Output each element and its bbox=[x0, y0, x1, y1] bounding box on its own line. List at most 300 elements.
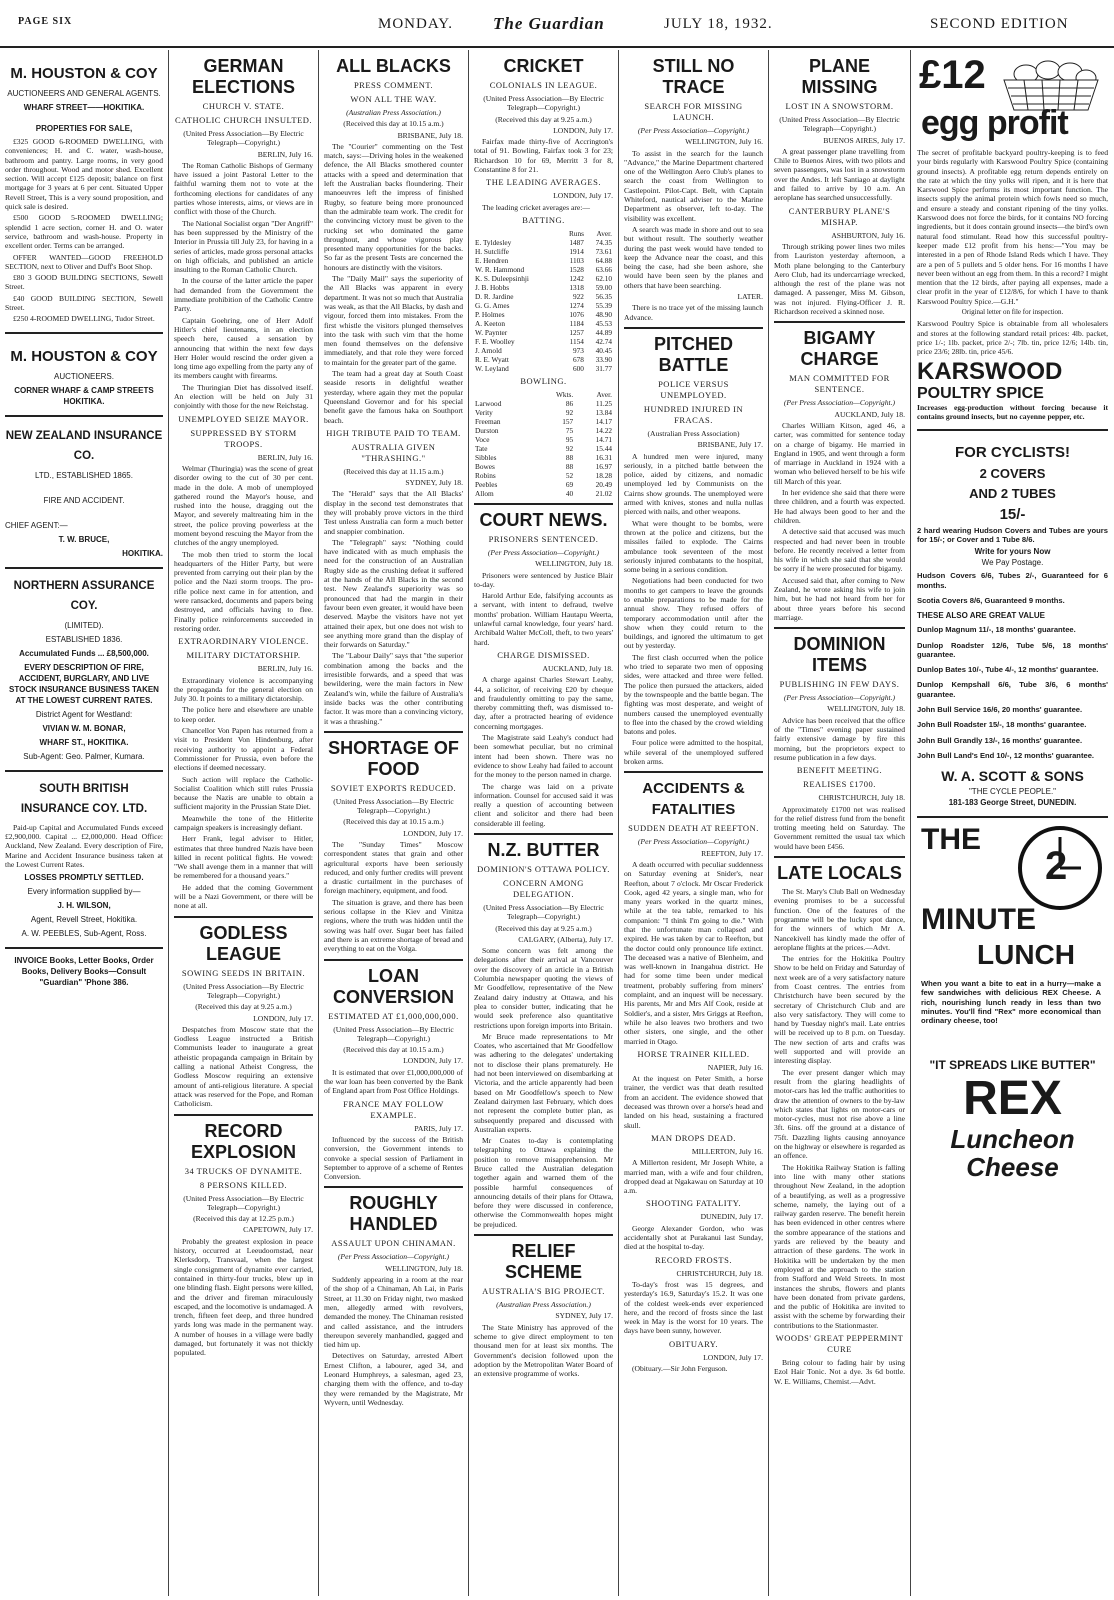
table-cell: K. S. Duleepsinhji bbox=[475, 273, 529, 283]
rex-product-line: Cheese bbox=[966, 1152, 1059, 1183]
page-number: PAGE SIX bbox=[18, 16, 73, 27]
paragraph: The St. Mary's Club Ball on Wednesday evening promises to be a successful function. One of the features of the programme will be the lucky spot dance, for the winners of which Mr A. Nancekivell has kindly made the offer of aeroplane flights at the prices.—Advt. bbox=[774, 887, 905, 952]
egg-ad-note: Original letter on file for inspection. bbox=[961, 308, 1064, 317]
subheading: SUDDEN DEATH AT REEFTON. bbox=[628, 823, 759, 834]
rex-ad-body: When you want a bite to eat in a hurry—make a few sandwiches with delicious REX Cheese. A rich, nourishing lunch ready in less than two minutes. You'll find "Rex" more economical than ordinary cheese, too! bbox=[921, 979, 1101, 1026]
cyclist-ad-title: FOR CYCLISTS! bbox=[955, 444, 1070, 462]
table-cell: F. E. Woolley bbox=[475, 336, 515, 346]
table-cell: Robins bbox=[475, 470, 496, 480]
table-cell: 16.97 bbox=[595, 461, 612, 471]
table-cell: 52 bbox=[565, 470, 574, 480]
paragraph: Four police were admitted to the hospital, while several of the unemployed suffered broken arms. bbox=[624, 738, 763, 767]
paragraph: A death occurred with peculiar suddenness on Saturday evening at Snider's, near Reefton, about 7 o'clock. Mr Oscar Frederick Cook, aged 42 years, a single man, who for many years worked in the quartz mines, while at the tea table, remarked to his companion: "I think I'm going to die." With that the unfortunate man collapsed and expired. He was taken by car to Reefton, but the doctor could only pronounce life extinct. The deceased was a native of Blenheim, and was well-known in Inangahua district. He had for some time been under medical treatment, probably suffering from miners' complaint, and an inquest will be necessary. His parents, Mr and Mrs Alf Cook, reside at Soldier's, and a sister, Mrs Griggs at Reefton, while he also leaves two brothers and two other sisters, one single, and the other married in Otago. bbox=[624, 859, 763, 1046]
table-cell: 14.71 bbox=[595, 434, 612, 444]
subheading: SHOOTING FATALITY. bbox=[646, 1198, 741, 1209]
subheading: UNEMPLOYED SEIZE MAYOR. bbox=[178, 413, 309, 424]
scott-address: 181-183 George Street, DUNEDIN. bbox=[948, 798, 1077, 808]
dateline: LONDON, July 17. bbox=[553, 191, 613, 201]
column-plane-missing bbox=[769, 48, 910, 1596]
subheading: SOVIET EXPORTS REDUCED. bbox=[330, 782, 457, 793]
paragraph: (Obituary.—Sir John Ferguson. bbox=[632, 1363, 728, 1373]
egg-ad-body: The secret of profitable backyard poultry-keeping is to feed your birds regularly with Karswood Poultry Spice (containing ground insects). A profitable egg return depends entirely on the rate at which the tiny yolks will ripen, and it is here that Karswood Spice performs its most important function. The insects supply the animal protein which fowls need so much, and ensure a steady and constant ripening of the tiny yolks. Karswood does not force the birds, for it contains NO forcing ingredients, but it does contain ground insects—the bird's own natural food stimulant. Read how this successful poultry-keeper made £12 profit from his hens:—"You may be interested in a pen of Rhode Island Reds which I have. They are a pen of 5 pullets and 5 older hens. For 16 months I have never been without an egg from them. In this a record? I might mention that the 12 birds, after paying all expenses, made a clear profit in the year of £12/8/6, for which I have to thank Karswood Poultry Spice.—G.H." bbox=[917, 148, 1108, 306]
table-row bbox=[474, 319, 613, 328]
scott-sub: "THE CYCLE PEOPLE." bbox=[968, 787, 1057, 797]
paragraph: The situation is grave, and there has been serious collapse in the Kiev and Vinitza regions, where the truth was hidden until the sowing was half over. Sugar beet has failed and there is an extreme shortage of bread and everything to eat on the Volga. bbox=[324, 897, 463, 954]
egg-profit-title: egg profit bbox=[921, 104, 1068, 142]
dateline: BRISBANE, July 18. bbox=[397, 130, 463, 140]
subheading: PUBLISHING IN FEW DAYS. bbox=[779, 679, 900, 690]
ad-address: WHARF STREET——HOKITIKA. bbox=[23, 103, 145, 112]
table-cell: Bowes bbox=[475, 461, 495, 471]
column-german-elections bbox=[169, 48, 318, 1596]
received-time: (Received this day at 12.25 p.m.) bbox=[193, 1214, 294, 1224]
table-cell: 15.44 bbox=[595, 443, 612, 453]
karswood-tagline: Increases egg-production without forcing because it contains ground insects, but no cayenne pepper, etc. bbox=[917, 402, 1108, 421]
paragraph: The "Telegraph" says: "Nothing could have indicated with as much emphasis the need for the construction of an Australian Rugby side as the crushing defeat it suffered at the hands of the All Blacks in the second test. New Zealand's superiority was so pronounced that had the margin in their favour been even greater, it would have been deserved. Maybe the visitors have not yet attained their apex, but one does not wish to see anything more grand than the display of their forwards on Saturday." bbox=[324, 537, 463, 650]
table-row bbox=[474, 310, 613, 319]
subheading: CANTERBURY PLANE'S MISHAP. bbox=[788, 205, 891, 227]
table-cell: 20.49 bbox=[595, 479, 612, 489]
paragraph: In the course of the latter article the paper had demanded from the Government the immediate prohibition of the Catholic Centre Party. bbox=[174, 276, 313, 314]
dateline: BUENOS AIRES, July 17. bbox=[823, 135, 905, 145]
cyclist-ad-line: AND 2 TUBES bbox=[969, 486, 1056, 502]
table-cell: 1528 bbox=[569, 264, 584, 274]
subheading: PRESS COMMENT. bbox=[353, 80, 434, 90]
rex-headline-line: LUNCH bbox=[977, 939, 1075, 971]
ad-line: FIRE AND ACCIDENT. bbox=[43, 495, 125, 505]
paragraph: Through striking power lines two miles from Lauriston yesterday afternoon, a Moth plane belonging to the Canterbury Aero Club, had its undercarriage wrecked, although the rest of the plane was not damaged. A passenger, Miss M. Gibson, was not injured. Flying-Officer J. R. Richardson received a skinned nose. bbox=[774, 241, 905, 317]
received-time: (Received this day at 9.25 a.m.) bbox=[195, 1002, 292, 1012]
table-cell: Voce bbox=[475, 434, 490, 444]
headline: LATE LOCALS bbox=[777, 863, 902, 884]
paragraph: The "Courier" commenting on the Test match, says:—Driving holes in the weakened defence, the All Blacks smothered counter attacks with a speed and determination that left the Australian backs floundering. Their manoeuvres left the impress of finished Rugby, so feature being more pronounced than the admirable team work. The credit for the convincing victory must be given to the rucking set who dominated the game throughout, and whose vigorous play presented many opportunities for the backs. So far as the present Tests are concerned the honours are distinctly with the visitors. bbox=[324, 141, 463, 272]
paragraph: To assist in the search for the launch "Advance," the Marine Department chartered one of the Wellington Aero Club's planes to search the coast from Wellington to Castlepoint. Pilot-Capt. Belt, with Captain Whiteford, nautical adviser to the Marine Department as observer, left to-day. The visibility was excellent. bbox=[624, 148, 763, 223]
paragraph: Suddenly appearing in a room at the rear of the shop of a Chinaman, Ah Lai, in Paris Street, at 11.30 on Friday night, two masked men, allegedly armed with revolvers, demanded the money. The Chinaman resisted and called assistance, and the intruders thereupon severely manhandled, gagged and tied him up. bbox=[324, 1275, 463, 1350]
table-cell: 11.25 bbox=[595, 398, 612, 408]
table-cell: 1274 bbox=[569, 300, 584, 310]
ad-line: T. W. BRUCE, bbox=[58, 534, 110, 544]
table-cell: P. Holmes bbox=[475, 309, 505, 319]
subheading: MAN COMMITTED FOR SENTENCE. bbox=[789, 373, 890, 395]
table-cell: 88 bbox=[565, 452, 574, 462]
ad-address: CORNER WHARF & CAMP STREETS HOKITIKA. bbox=[14, 385, 154, 406]
table-cell: W. Paynter bbox=[475, 327, 508, 337]
paragraph: Extraordinary violence is accompanying the propaganda for the general election on July 30. It points to a military dictatorship. bbox=[174, 675, 313, 704]
table-title: BOWLING. bbox=[520, 375, 567, 386]
dateline: CHRISTCHURCH, July 18. bbox=[818, 793, 905, 803]
paragraph: A search was made in shore and out to sea but without result. The southerly weather during the past week would have tended to keep the Advance near the coast, and this being the case, had she been ashore, she would have been seen by the planes and others that have been searching. bbox=[624, 224, 763, 290]
paragraph: Some concern was felt among the delegations after their arrival at Vancouver over the discovery of an article in a British Columbia newspaper quoting the views of Mr Goodfellow, representative of the New Zealand dairy industry at Ottawa, and his plea to consider butter, indicating that he would seek preference also quantitative restrictions upon foreign imports into Britain. bbox=[474, 946, 613, 1030]
table-cell: 1184 bbox=[569, 318, 584, 328]
headline: PITCHED BATTLE bbox=[653, 333, 733, 375]
paragraph: A detective said that accused was much respected and had never been in trouble before. He recently received a letter from his wife in which she said that she would be sorry if he were prosecuted for bigamy. bbox=[774, 527, 905, 574]
rex-headline-line: MINUTE bbox=[921, 903, 1036, 937]
edition-label: SECOND EDITION bbox=[930, 16, 1069, 32]
cyclist-ad-heading: THESE ALSO ARE GREAT VALUE bbox=[917, 611, 1046, 621]
table-row bbox=[474, 364, 613, 373]
subheading: POLICE VERSUS UNEMPLOYED. bbox=[658, 378, 729, 400]
batting-column-header: Aver. bbox=[596, 228, 612, 238]
cyclist-ad-line: Hudson Covers 6/6, Tubes 2/-, Guaranteed for 6 months. bbox=[917, 571, 1108, 590]
ad-line: Sub-Agent: Geo. Palmer, Kumara. bbox=[23, 751, 145, 761]
paragraph: The State Ministry has approved of the scheme to give direct employment to ten thousand men for at least six months. The Government's decision followed upon the adoption by the Metropolitan Water Board of an extensive programme of works. bbox=[474, 1322, 613, 1379]
paragraph: The Magistrate said Leahy's conduct had been somewhat peculiar, but no criminal intent had been shown. There was no evidence to show Leahy had failed to account for the money to the person named in charge. bbox=[474, 733, 613, 780]
table-cell: 1103 bbox=[569, 255, 584, 265]
subheading: CHARGE DISMISSED. bbox=[497, 649, 590, 660]
subheading: DOMINION'S OTTAWA POLICY. bbox=[477, 863, 610, 874]
dateline: LONDON, July 17. bbox=[253, 1013, 313, 1023]
paragraph: The "Herald" says that the All Blacks' display in the second test demonstrates that they will probably prove victors in the third Test unless Australia can form a much better and snappier combination. bbox=[324, 489, 463, 536]
table-cell: 18.28 bbox=[595, 470, 612, 480]
received-time: (Received this day at 9.25 a.m.) bbox=[495, 114, 592, 124]
table-cell: Verity bbox=[475, 407, 493, 417]
subheading: HUNDRED INJURED IN FRACAS. bbox=[643, 403, 744, 425]
table-cell: 56.35 bbox=[595, 291, 612, 301]
dateline: WELLINGTON, July 18. bbox=[535, 559, 613, 569]
paragraph: The Thuringian Diet has dissolved itself. An election will be held on July 31 conjointly with those for the new Reichstag. bbox=[174, 382, 313, 411]
ad-line: A. W. PEEBLES, Sub-Agent, Ross. bbox=[21, 929, 147, 939]
masthead-date: JULY 18, 1932. bbox=[664, 16, 773, 32]
paragraph: At the inquest on Peter Smith, a horse trainer, the verdict was that death resulted from an accident. The evidence showed that deceased was thrown over a horse's head and landed on his head, sustaining a fractured skull. bbox=[624, 1074, 763, 1130]
paragraph: Influenced by the success of the British conversion, the Government intends to convoke a special session of Parliament in September to approve of a scheme of Rentes Conversion. bbox=[324, 1134, 463, 1182]
ad-line: CHIEF AGENT:— bbox=[5, 520, 68, 530]
table-cell: 1318 bbox=[569, 282, 584, 292]
table-cell: 600 bbox=[573, 363, 584, 373]
property-listing: £250 4-ROOMED DWELLING, Tudor Street. bbox=[13, 314, 155, 324]
table-cell: R. E. Wyatt bbox=[475, 354, 509, 364]
masthead-day: MONDAY. bbox=[378, 16, 453, 32]
table-row bbox=[474, 426, 613, 435]
list-item: John Bull Service 16/6, 20 months' guarantee. bbox=[917, 704, 1083, 714]
headline: N.Z. BUTTER bbox=[487, 839, 600, 860]
table-cell: 55.39 bbox=[595, 300, 612, 310]
subheading: ESTIMATED AT £1,000,000,000. bbox=[328, 1010, 459, 1021]
paragraph: Advice has been received that the office of the "Times" evening paper sustained fairly extensive damage by fire this morning, but the proprietors expect to resume publication in a few days. bbox=[774, 715, 905, 762]
paragraph: Mr Coates to-day is contemplating telegraphing to Ottawa explaining the position to remove misapprehension. Mr Bruce called the Australian delegation together again and warned them of the possible harmful consequences of announcing details of their plans for Ottawa, before they were discussed in conference, otherwise the Commonwealth hopes might be prejudiced. bbox=[474, 1136, 613, 1229]
dateline: WELLINGTON, July 16. bbox=[685, 137, 763, 147]
subheading: FRANCE MAY FOLLOW EXAMPLE. bbox=[343, 1098, 444, 1120]
ad-line: Accumulated Funds ... £8,500,000. bbox=[19, 648, 149, 658]
dateline: BERLIN, July 16. bbox=[257, 664, 313, 674]
subheading: HIGH TRIBUTE PAID TO TEAM. bbox=[326, 427, 461, 438]
property-listing: £40 GOOD BUILDING SECTION, Sewell Street. bbox=[5, 293, 163, 313]
table-row bbox=[474, 399, 613, 408]
paragraph: He added that the coming Government will be a Nazi Government, or there will be none at all. bbox=[174, 882, 313, 911]
ad-subtitle: AUCTIONEERS AND GENERAL AGENTS. bbox=[7, 89, 161, 98]
paragraph: Harold Arthur Ede, falsifying accounts as a servant, with intent to defraud, twelve months' probation. William Hautapu Weerta, unlawful carnal knowledge, four years' hard. Archibald Walter McColl, theft, to two years' hard. bbox=[474, 591, 613, 647]
table-cell: 69 bbox=[565, 479, 574, 489]
wire-source: (United Press Association—By Electric Telegraph—Copyright.) bbox=[483, 94, 604, 113]
rex-slogan: "IT SPREADS LIKE BUTTER" bbox=[929, 1058, 1096, 1073]
rex-ad-header bbox=[917, 823, 1108, 1026]
subheading: PRISONERS SENTENCED. bbox=[488, 533, 599, 544]
paragraph: Probably the greatest explosion in peace history, occurred at Leeudoornstad, near Klerksdorp, Transvaal, when the largest single consignment of dynamite ever carried, contained in thirty-four trucks, blew up in one blinding flash. Eight persons were killed, and the driver and fireman miraculously escaped, and the locomotive is undamaged. A trench, fifteen feet deep, and three hundred yards long was made in the permanent way. A number of houses in a village were badly damaged, but fortunately it was not thickly populated. bbox=[174, 1236, 313, 1358]
paragraph: The ever present danger which may result from the glaring headlights of motor-cars has led the traffic authorities to draw the attention of owners to the by-law which states that lights on motor-cars or motor-cycles, must not rise above a line 3ft. 6ins. off the ground at a distance of 75ft. Dazzling lights causing annoyance on the highway or elsewhere is regarded as an offence. bbox=[774, 1067, 905, 1161]
table-cell: 1487 bbox=[569, 237, 584, 247]
paragraph: Mr Bruce made representations to Mr Coates, who ascertained that Mr Goodfellow was adhering to the delegates' undertaking not to disclose their plans prematurely. He had not been interviewed on disembarking at Victoria, and the article apparently had been based on Mr Goodfellow's speech to New Zealand dairymen last February, which does not represent the complete butter plan, as subsequently prepared and discussed with Australian experts. bbox=[474, 1031, 613, 1134]
dateline: NAPIER, July 16. bbox=[707, 1062, 763, 1072]
paragraph: Welmar (Thuringia) was the scene of great disorder owing to the cut of 30 per cent. made in the dole. A mob of unemployed gathered round the Mayor's house, and rushed into the house, dragging out the Mayor, and severely maltreating him in the street, the police proving powerless at the moment beyond rescuing the Mayor from the clutches of the angry unemployed. bbox=[174, 463, 313, 548]
paragraph: Chancellor Von Papen has returned from a visit to President Von Hindenburg, after receiving authority to appoint a Federal Commissioner for Prussia, even before the elections if deemed necessary. bbox=[174, 726, 313, 773]
table-cell: 45.53 bbox=[595, 318, 612, 328]
headline: GODLESS LEAGUE bbox=[199, 922, 288, 964]
batting-table bbox=[474, 229, 613, 373]
subheading: MAN DROPS DEAD. bbox=[651, 1132, 736, 1143]
list-item: Dunlop Magnum 11/-, 18 months' guarantee. bbox=[917, 625, 1076, 635]
paragraph: George Alexander Gordon, who was accidentally shot at Purakanui last Sunday, died at the hospital to-day. bbox=[624, 1223, 763, 1252]
subheading: WON ALL THE WAY. bbox=[350, 94, 437, 104]
ad-line: Every information supplied by— bbox=[27, 887, 141, 897]
received-time: (Received this day at 10.15 a.m.) bbox=[343, 119, 444, 129]
headline: LOAN CONVERSION bbox=[332, 965, 455, 1007]
subheading: SUPPRESSED BY STORM TROOPS. bbox=[190, 427, 297, 449]
table-cell: J. B. Hobbs bbox=[475, 282, 510, 292]
wire-source: (Australian Press Association) bbox=[647, 428, 740, 438]
table-cell: 16.31 bbox=[595, 452, 612, 462]
wire-source: (Per Press Association—Copyright.) bbox=[637, 126, 750, 135]
subheading: REALISES £1700. bbox=[803, 779, 876, 790]
wire-source: (Per Press Association—Copyright.) bbox=[337, 1252, 450, 1262]
paragraph: Prisoners were sentenced by Justice Blair to-day. bbox=[474, 570, 613, 589]
ad-line: WHARF ST., HOKITIKA. bbox=[39, 737, 129, 747]
subheading: EXTRAORDINARY VIOLENCE. bbox=[178, 636, 309, 647]
paragraph: To-day's frost was 15 degrees, and yesterday's 16.9, Saturday's 15.2. It was one of the coldest week-ends ever experienced here, and the record of frosts since the last week in May is the worst for 10 years. The days have been sunny, however. bbox=[624, 1279, 763, 1336]
property-listing: £500 GOOD 5-ROOMED DWELLING; splendid 1 acre section, corner H. and O. water service, bathroom and wash-house. Property in excellent order. Terms can be arranged. bbox=[5, 213, 163, 251]
table-cell: 33.90 bbox=[595, 354, 612, 364]
table-row bbox=[474, 256, 613, 265]
subheading: THE LEADING AVERAGES. bbox=[486, 177, 601, 188]
table-cell: 48.90 bbox=[595, 309, 612, 319]
wire-source: (United Press Association—By Electric Telegraph—Copyright.) bbox=[333, 796, 454, 816]
rex-headline-number: 2 bbox=[1045, 844, 1068, 889]
subheading: CHURCH V. STATE. bbox=[202, 101, 285, 111]
ad-line: ESTABLISHED 1836. bbox=[45, 634, 123, 644]
headline: RECORD EXPLOSION bbox=[190, 1120, 297, 1162]
table-cell: 1076 bbox=[569, 309, 584, 319]
wire-source: (Per Press Association—Copyright.) bbox=[487, 547, 600, 557]
wire-source: (United Press Association—By Electric Telegraph—Copyright.) bbox=[779, 115, 900, 134]
subheading: WOODS' GREAT PEPPERMINT CURE bbox=[775, 1332, 904, 1354]
dateline: BERLIN, July 16. bbox=[257, 149, 313, 159]
subheading: MILITARY DICTATORSHIP. bbox=[186, 650, 301, 661]
table-cell: 1914 bbox=[569, 246, 584, 256]
table-cell: 922 bbox=[573, 291, 584, 301]
received-time: (Received this day at 11.15 a.m.) bbox=[343, 466, 444, 476]
paragraph: Approximately £1700 net was realised for the relief distress fund from the benefit trotting meeting held on Saturday. The Government remitted the usual tax which would have been £456. bbox=[774, 804, 905, 851]
table-cell: 14.22 bbox=[595, 425, 612, 435]
subheading: SOWING SEEDS IN BRITAIN. bbox=[181, 967, 306, 978]
paragraph: Accused said that, after coming to New Zealand, he wrote asking his wife to join him, but he had not heard from her for about three years before his second marriage. bbox=[774, 575, 905, 622]
subheading: ASSAULT UPON CHINAMAN. bbox=[331, 1238, 456, 1249]
column-still-no-trace bbox=[619, 48, 768, 1596]
wire-source: (Per Press Association—Copyright.) bbox=[783, 693, 896, 703]
table-cell: 40 bbox=[565, 488, 574, 498]
dateline: LONDON, July 17. bbox=[403, 1056, 463, 1066]
column-cricket bbox=[469, 48, 618, 1596]
ad-title: SOUTH BRITISH INSURANCE COY. LTD. bbox=[20, 782, 148, 815]
table-row bbox=[474, 265, 613, 274]
subheading: CONCERN AMONG DELEGATION. bbox=[503, 877, 584, 899]
wire-source: (Per Press Association—Copyright.) bbox=[783, 398, 896, 408]
table-row bbox=[474, 346, 613, 355]
paragraph: Fairfax made thirty-five of Accrington's total of 91. Bowling, Fairfax took 3 for 23; Richardson 10 for 69, Merritt 3 for 8, Constantine 8 for 21. bbox=[474, 137, 613, 175]
paragraph: The Hokitika Railway Station is falling into line with many other stations throughout New Zealand, in the adoption of a beautifying, as well as a progressive scheme, namely, the laying out of a railway garden reserve. The benefit herein has been evidenced in other centres where the sombre appearance of the stations and yards are relieved by the beauty and attraction of these gardens. The work in Hokitika will be undertaken by the men employed at the approach to the station from Stafford and Weld Streets. In most instances the shrubs, flowers and plants have been donated from private gardens, and the public of Hokitika are invited to assist with the scheme by forwarding their contributions to the Stationmaster. bbox=[774, 1162, 905, 1330]
dateline: BRISBANE, July 17. bbox=[697, 440, 763, 450]
dateline: LATER. bbox=[737, 292, 763, 302]
table-row bbox=[474, 355, 613, 364]
dateline: AUCKLAND, July 18. bbox=[542, 663, 613, 673]
dateline: LONDON, July 17. bbox=[553, 125, 613, 135]
paragraph: The leading cricket averages are:— bbox=[482, 202, 590, 212]
dateline: WELLINGTON, July 18. bbox=[827, 704, 905, 714]
dateline: CAPETOWN, July 17. bbox=[243, 1225, 313, 1235]
table-cell: 59.00 bbox=[595, 282, 612, 292]
table-cell: W. Leyland bbox=[475, 363, 509, 373]
headline: ALL BLACKS bbox=[336, 56, 451, 76]
table-cell: 1257 bbox=[569, 327, 584, 337]
table-cell: Durston bbox=[475, 425, 499, 435]
dateline: AUCKLAND, July 18. bbox=[834, 409, 905, 419]
cyclist-ad-line: Scotia Covers 8/6, Guaranteed 9 months. bbox=[917, 595, 1065, 605]
property-listing: £325 GOOD 6-ROOMED DWELLING, with conveniences; H. and C. water, wash-house, bathroom and pantry. Large rooms, in very good order throughout. Wood and motor shed. Excellent section. Will accept £125 deposit; balance on first mortgage for 3 years at 6 per cent. Situated Upper Revell Street, This is a very sound proposition, and quick sale is desired. bbox=[5, 137, 163, 212]
ad-line: VIVIAN W. M. BONAR, bbox=[42, 723, 126, 733]
table-cell: Peebles bbox=[475, 479, 498, 489]
subheading: RECORD FROSTS. bbox=[655, 1254, 732, 1265]
dateline: SYDNEY, July 17. bbox=[555, 1311, 613, 1321]
table-cell: 157 bbox=[562, 416, 574, 426]
paragraph: The charge was laid on a private information. Counsel for accused said it was really a question of accounting between client and solicitor and there had been considerable ill feeling. bbox=[474, 781, 613, 828]
egg-basket-icon bbox=[996, 52, 1106, 112]
dateline: WELLINGTON, July 18. bbox=[385, 1263, 463, 1273]
table-cell: D. R. Jardine bbox=[475, 291, 514, 301]
table-cell: E. Hendren bbox=[475, 255, 509, 265]
subheading: CATHOLIC CHURCH INSULTED. bbox=[174, 115, 313, 125]
subheading: BENEFIT MEETING. bbox=[796, 765, 883, 776]
table-cell: 64.88 bbox=[595, 255, 612, 265]
headline: BIGAMY CHARGE bbox=[800, 328, 879, 370]
headline: RELIEF SCHEME bbox=[504, 1241, 582, 1283]
table-cell: 62.10 bbox=[595, 273, 612, 283]
wire-source: (United Press Association—By Electric Telegraph—Copyright.) bbox=[183, 129, 304, 148]
table-row bbox=[474, 435, 613, 444]
table-row bbox=[474, 408, 613, 417]
table-row bbox=[474, 462, 613, 471]
table-row bbox=[474, 274, 613, 283]
cyclist-ad-line: 2 COVERS bbox=[979, 466, 1046, 482]
table-row bbox=[474, 453, 613, 462]
table-row bbox=[474, 283, 613, 292]
ad-body: Paid-up Capital and Accumulated Funds exceed £2,900,000. Capital ... £2,000,000. Head Office: Auckland, New Zealand. Every description of Fire, Marine and Accident Insurance business taken at the Lowest Current Rates. bbox=[5, 822, 163, 869]
paragraph: The National Socialist organ "Der Angriff" has been suppressed by the Ministry of the Interior in Prussia till July 23, for having in a series of articles, made gross personal attacks on high officials, and published an article insulting to the Roman Catholic Church. bbox=[174, 218, 313, 275]
column-all-blacks bbox=[319, 48, 468, 1596]
table-cell: W. R. Hammond bbox=[475, 264, 525, 274]
cyclist-ad-postage: We Pay Postage. bbox=[981, 558, 1044, 568]
ad-title: NORTHERN ASSURANCE COY. bbox=[13, 579, 155, 612]
table-cell: J. Arnold bbox=[475, 345, 502, 355]
paragraph: The police here and elsewhere are unable to keep order. bbox=[174, 705, 313, 724]
dateline: BERLIN, July 16. bbox=[257, 452, 313, 462]
table-cell: 95 bbox=[565, 434, 574, 444]
dateline: PARIS, July 17. bbox=[414, 1123, 463, 1133]
subheading: COLONIALS IN LEAGUE. bbox=[489, 80, 598, 90]
cyclist-tyre-list bbox=[917, 625, 1108, 760]
table-row bbox=[474, 337, 613, 346]
table-cell: 73.61 bbox=[595, 246, 612, 256]
wire-source: (United Press Association—By Electric Telegraph—Copyright.) bbox=[333, 1024, 454, 1043]
list-item: Dunlop Roadster 12/6, Tube 5/6, 18 months' guarantee. bbox=[917, 640, 1108, 659]
ad-line: LOSSES PROMPTLY SETTLED. bbox=[24, 873, 144, 883]
column-advertisements-right bbox=[911, 48, 1114, 1596]
dateline: SYDNEY, July 18. bbox=[405, 478, 463, 488]
table-cell: 973 bbox=[573, 345, 584, 355]
ad-line: District Agent for Westland: bbox=[35, 709, 133, 719]
newspaper-title: The Guardian bbox=[493, 14, 605, 33]
ad-line: J. H. WILSON, bbox=[57, 901, 111, 911]
table-cell: 92 bbox=[565, 443, 574, 453]
table-row bbox=[474, 301, 613, 310]
table-cell: Freeman bbox=[475, 416, 501, 426]
karswood-brand: KARSWOOD bbox=[917, 357, 1063, 385]
masthead bbox=[0, 0, 1114, 48]
cyclist-ad-body: 2 hard wearing Hudson Covers and Tubes are yours for 15/-; or Cover and 1 Tube 8/6. bbox=[917, 526, 1108, 545]
table-cell: Sibbles bbox=[475, 452, 497, 462]
paragraph: A hundred men were injured, many seriously, in a pitched battle between the police, aided by citizens, and nomadic unemployed led by Communists on the Cairns show grounds. The unemployed were armed with knives, stones and nulla nullas pierced with nails, and other weapons. bbox=[624, 451, 763, 517]
table-row bbox=[474, 444, 613, 453]
subheading: 8 PERSONS KILLED. bbox=[199, 1179, 288, 1190]
property-listing: OFFER WANTED—GOOD FREEHOLD SECTION, next to Oliver and Duff's Boot Shop. bbox=[5, 252, 163, 271]
subheading: HORSE TRAINER KILLED. bbox=[637, 1048, 750, 1059]
received-time: (Received this day at 10.15 a.m.) bbox=[343, 1045, 444, 1055]
rex-brand: REX bbox=[963, 1072, 1062, 1126]
paragraph: Despatches from Moscow state that the Godless League instructed a British Communists leader to inaugurate a great atheistic propaganda campaign in Britain by calling a national Atheist Congress, the Godless Moscow requiring an extensive amount of anti-religious literature. A special attack was reserved for the Pope, and Roman Catholicism. bbox=[174, 1024, 313, 1109]
list-item: John Bull Land's End 10/-, 12 months' guarantee. bbox=[917, 750, 1095, 760]
table-cell: 40.45 bbox=[595, 345, 612, 355]
egg-ad-header bbox=[917, 52, 1108, 148]
property-listing: £80 3 GOOD BUILDING SECTIONS, Sewell Street. bbox=[5, 273, 163, 292]
received-time: (Received this day at 9.25 a.m.) bbox=[495, 923, 592, 933]
ad-subtitle: (LIMITED). bbox=[64, 620, 104, 630]
headline: ACCIDENTS & FATALITIES bbox=[642, 780, 745, 819]
ad-subtitle: AUCTIONEERS. bbox=[53, 371, 114, 381]
subheading: AUSTRALIA'S BIG PROJECT. bbox=[482, 1286, 605, 1297]
egg-profit-amount: £12 bbox=[919, 53, 986, 97]
list-item: Dunlop Kempshall 6/6, Tube 3/6, 6 months' guarantee. bbox=[917, 680, 1108, 699]
bowling-column-header: Wkts. bbox=[555, 389, 574, 399]
table-cell: 31.77 bbox=[595, 363, 612, 373]
list-item: John Bull Grandly 13/-, 16 months' guarantee. bbox=[917, 735, 1083, 745]
headline: SHORTAGE OF FOOD bbox=[328, 737, 459, 779]
ad-subtitle: LTD., ESTABLISHED 1865. bbox=[35, 470, 133, 480]
ad-body: INVOICE Books, Letter Books, Order Books, Delivery Books—Consult "Guardian" 'Phone 386. bbox=[14, 956, 154, 988]
wire-source: (Per Press Association—Copyright.) bbox=[637, 837, 750, 847]
subheading: OBITUARY. bbox=[669, 1338, 718, 1349]
column-advertisements-left bbox=[0, 48, 168, 1596]
ad-title: M. HOUSTON & COY bbox=[10, 65, 158, 82]
table-row bbox=[474, 489, 613, 498]
paragraph: The "Sunday Times" Moscow correspondent states that grain and other agricultural exports have been seriously reduced, and only further credits will prevent a drastic curtailment in the purchases of foreign machinery, equipment, and food. bbox=[324, 840, 463, 896]
paragraph: The Roman Catholic Bishops of Germany have issued a joint Pastoral Letter to the faithful warning them not to vote at the forthcoming elections for candidates of any parties whose interests, aims, or views are in conflict with those of the Church. bbox=[174, 160, 313, 217]
dateline: LONDON, July 17. bbox=[403, 828, 463, 838]
batting-column-header bbox=[474, 229, 559, 238]
table-cell: 63.66 bbox=[595, 264, 612, 274]
dateline: CALGARY, (Alberta), July 17. bbox=[518, 934, 613, 944]
table-row bbox=[474, 471, 613, 480]
table-cell: 74.35 bbox=[595, 237, 612, 247]
table-cell: Larwood bbox=[475, 398, 502, 408]
paragraph: The "Labour Daily" says that "the superior combination among the backs and the irresistible forwards, and a speed that was bewildering, were the main factors in New Zealand's win, while the failure of Australia's inside backs was the other contributing factor. It was more than a convincing victory, it was a thrashing." bbox=[324, 651, 463, 726]
paragraph: The first clash occurred when the police who tried to separate two men of opposing sides, were attacked and three were felled. The police then pursued the attackers, aided by the townspeople and the battle began. The fighting was most desperate, and weight of numbers caused the unemployed eventually to flee into the chased by the crowd wielding batons and poles. bbox=[624, 652, 763, 737]
paragraph: A great passenger plane travelling from Chile to Buenos Aires, with two pilots and seven passengers, was lost in a snowstorm over the Andes. It left Santiago at daylight and failed to arrive by 10 a.m. An aeroplane has searched unsuccessfully. bbox=[774, 146, 905, 203]
